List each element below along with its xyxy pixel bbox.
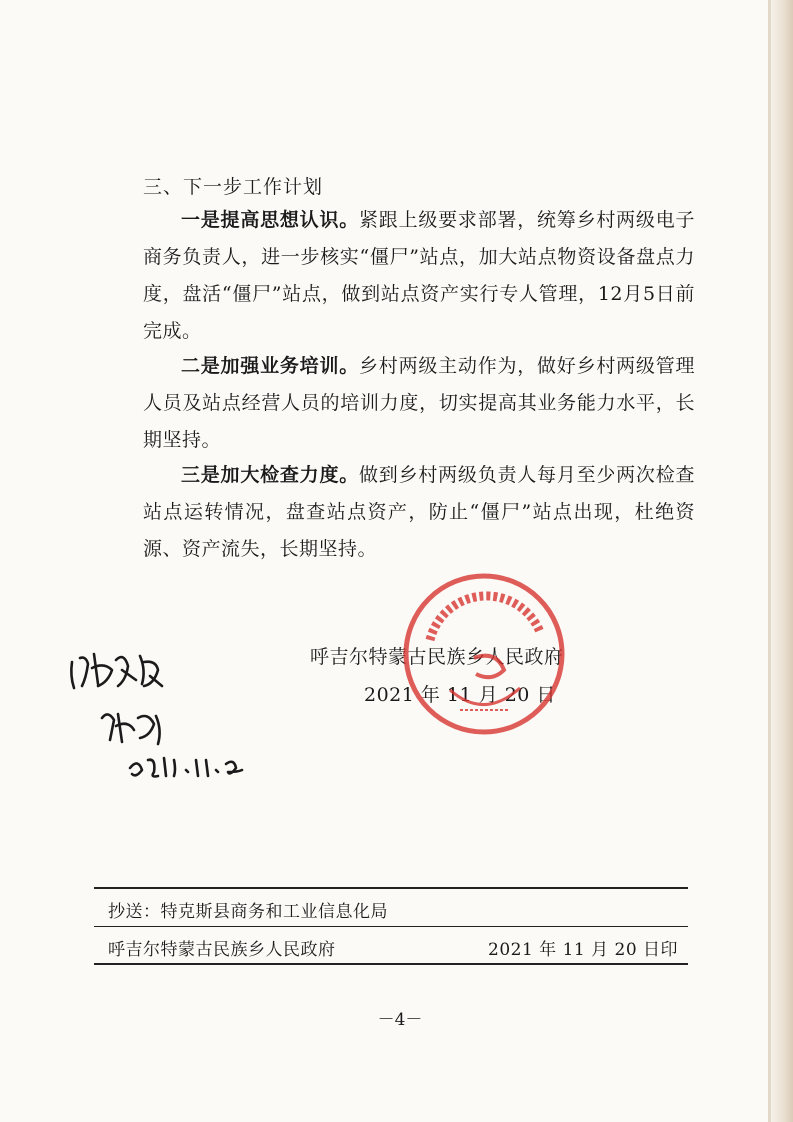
cc-line [108, 897, 388, 922]
plan-item-1-lead: 一是提高思想认识。 [181, 209, 360, 231]
seal-arc-lettering [430, 596, 540, 640]
seal-emblem [474, 656, 504, 677]
plan-item-1-text: 紧跟上级要求部署，统筹乡村两级电子商务负责人，进一步核实“僵尸”站点，加大站点物资设备盘点力度，盘活“僵尸”站点，做到站点资产实行专人管理，12月5日前完成。 [143, 209, 695, 342]
signing-organization: 呼吉尔特蒙古民族乡人民政府 [310, 646, 564, 668]
plan-item-1 [143, 202, 695, 350]
issuing-office: 呼吉尔特蒙古民族乡人民政府 [108, 940, 336, 960]
plan-item-3-lead: 三是加大检查力度。 [181, 464, 360, 486]
footer-rule-bottom [94, 963, 688, 965]
footer-rule-top [94, 887, 688, 889]
section-heading: 三、下一步工作计划 [143, 176, 324, 198]
footer-rule-middle [94, 926, 688, 927]
signing-date: 2021 年 11 月 20 日 [364, 684, 556, 706]
seal-emblem-base [450, 688, 520, 705]
official-seal-stamp [400, 570, 568, 738]
plan-item-3-text: 做到乡村两级负责人每月至少两次检查站点运转情况，盘查站点资产，防止“僵尸”站点出现，杜绝资源、资产流失，长期坚持。 [143, 464, 695, 560]
cc-recipient: 特克斯县商务和工业信息化局 [160, 902, 388, 922]
page-number: －4－ [377, 1010, 423, 1030]
plan-item-2-lead: 二是加强业务培训。 [181, 355, 360, 377]
handwritten-signature [58, 640, 268, 790]
cc-label: 抄送： [108, 902, 161, 922]
printed-date: 2021 年 11 月 20 日印 [488, 940, 679, 960]
plan-item-3 [143, 457, 695, 568]
plan-item-2 [143, 348, 695, 459]
plan-item-2-text: 乡村两级主动作为，做好乡村两级管理人员及站点经营人员的培训力度，切实提高其业务能力水平，长期坚持。 [143, 355, 695, 451]
page-edge [771, 0, 793, 1122]
